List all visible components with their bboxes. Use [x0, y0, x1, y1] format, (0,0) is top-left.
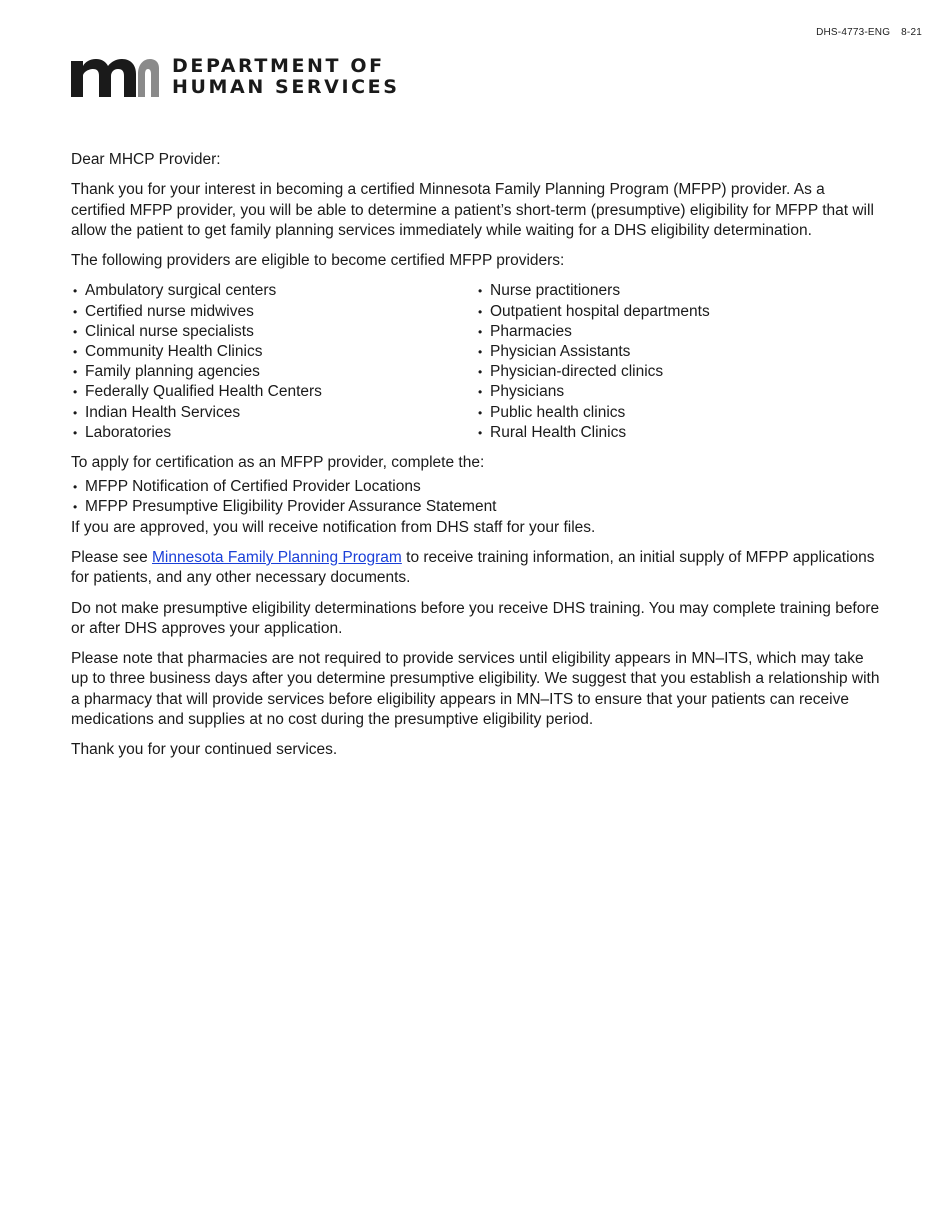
closing: Thank you for your continued services.: [71, 741, 338, 759]
list-item: • Outpatient hospital departments: [476, 302, 881, 322]
list-item: • Indian Health Services: [71, 403, 476, 423]
see-paragraph: [71, 548, 881, 589]
mfpp-link[interactable]: Minnesota Family Planning Program: [152, 548, 402, 566]
list-item: • MFPP Notification of Certified Provider Locations: [71, 477, 881, 497]
training-paragraph: Do not make presumptive eligibility determinations before you receive DHS training. You may complete training before or after DHS approves your application.: [71, 599, 880, 637]
mn-logo-icon: [71, 57, 159, 97]
form-number: DHS-4773-ENG: [816, 27, 891, 38]
list-item: • Physicians: [476, 382, 881, 402]
provider-list-right: [476, 281, 881, 443]
department-name-line2: HUMAN SERVICES: [172, 76, 400, 98]
see-suffix: to receive training information, an initial supply of MFPP applications for patients, and any other necessary documents.: [71, 548, 875, 587]
apply-heading: To apply for certification as an MFPP provider, complete the:: [71, 453, 485, 471]
form-number-label: [816, 27, 922, 38]
list-item: • Family planning agencies: [71, 362, 476, 382]
list-item: • Federally Qualified Health Centers: [71, 382, 476, 402]
list-item: • Laboratories: [71, 423, 476, 443]
list-item: • Community Health Clinics: [71, 342, 476, 362]
list-item: • Physician-directed clinics: [476, 362, 881, 382]
provider-list-left: [71, 281, 476, 443]
pharmacy-paragraph: Please note that pharmacies are not required to provide services until eligibility appears in MN–ITS, which may take up to three business days after you determine presumptive eligibility. We suggest that you establish a relationship with a pharmacy that will provide services before eligibility appears in MN–ITS to ensure that your patients can receive medications and supplies at no cost during the presumptive eligibility period.: [71, 650, 880, 729]
see-prefix: Please see: [71, 548, 152, 566]
provider-list: [71, 281, 881, 443]
list-item: • Certified nurse midwives: [71, 302, 476, 322]
list-item: • Pharmacies: [476, 322, 881, 342]
list-item: • Physician Assistants: [476, 342, 881, 362]
list-item: • Clinical nurse specialists: [71, 322, 476, 342]
dhs-logo: [71, 56, 400, 98]
apply-forms-list: [71, 477, 881, 517]
list-item: • Public health clinics: [476, 403, 881, 423]
department-name: [172, 56, 400, 98]
list-item: • Ambulatory surgical centers: [71, 281, 476, 301]
list-item: • Nurse practitioners: [476, 281, 881, 301]
department-name-line1: DEPARTMENT OF: [172, 55, 385, 77]
list-item: • Rural Health Clinics: [476, 423, 881, 443]
list-item: • MFPP Presumptive Eligibility Provider Assurance Statement: [71, 497, 881, 517]
letter-body: [71, 150, 881, 771]
eligible-heading: The following providers are eligible to become certified MFPP providers:: [71, 252, 565, 270]
approved-paragraph: If you are approved, you will receive notification from DHS staff for your files.: [71, 518, 596, 536]
salutation: Dear MHCP Provider:: [71, 151, 221, 168]
form-date: 8-21: [901, 27, 922, 38]
intro-paragraph: Thank you for your interest in becoming a certified Minnesota Family Planning Program (MFPP) provider. As a certified MFPP provider, you will be able to determine a patient’s short-term (presumptive) eligibility for MFPP that will allow the patient to get family planning services immediately while waiting for a DHS eligibility determination.: [71, 181, 874, 239]
